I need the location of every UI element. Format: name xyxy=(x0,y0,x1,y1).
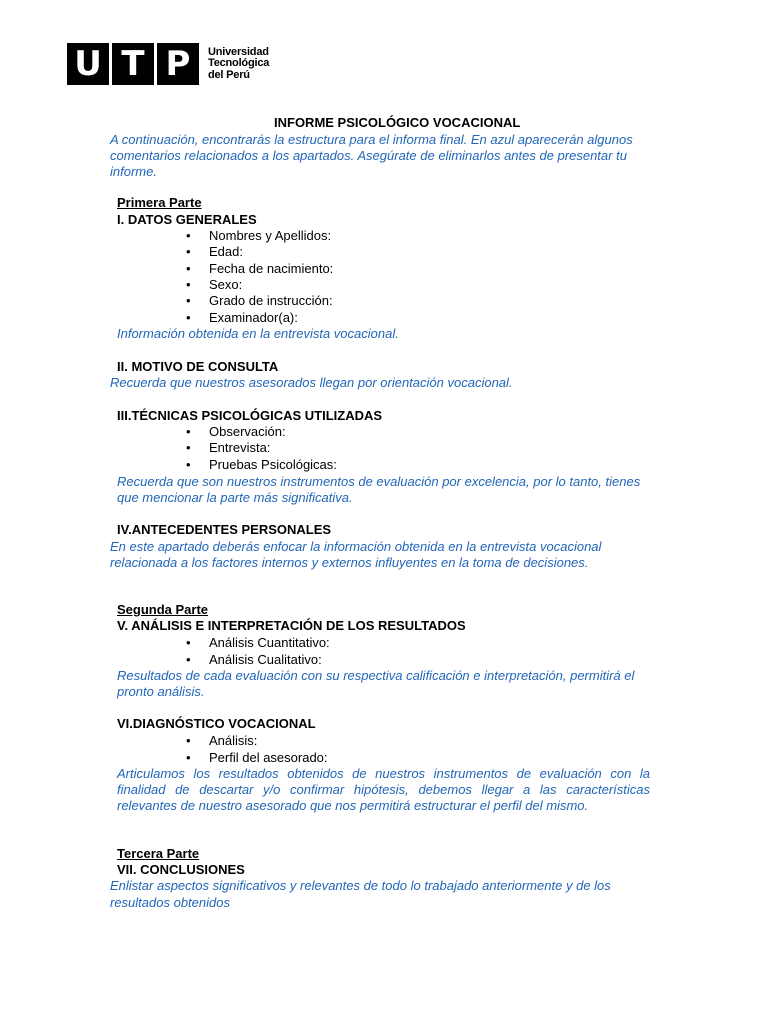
logo-university-name xyxy=(208,47,269,82)
section-heading-tecnicas: III.TÉCNICAS PSICOLÓGICAS UTILIZADAS xyxy=(117,408,383,423)
section-heading-antecedentes: IV.ANTECEDENTES PERSONALES xyxy=(117,522,332,537)
logo-letter-u: U xyxy=(67,43,109,85)
section-note-line: Enlistar aspectos significativos y relevantes de todo lo trabajado anteriormente y de los xyxy=(110,878,611,893)
section-note-line: que mencionar la parte más significativa. xyxy=(117,490,353,505)
list-item: • Observación: xyxy=(209,424,286,440)
section-note-line: relacionada a los factores internos y externos influyentes en la toma de decisiones. xyxy=(110,555,589,570)
logo-letter-t: T xyxy=(112,43,154,85)
section-note: Recuerda que nuestros asesorados llegan por orientación vocacional. xyxy=(110,375,513,390)
list-item: • Examinador(a): xyxy=(209,310,298,326)
list-item: • Análisis Cualitativo: xyxy=(209,652,322,668)
logo-letter-p: P xyxy=(157,43,199,85)
list-item: • Fecha de nacimiento: xyxy=(209,261,333,277)
logo-name-line: del Perú xyxy=(208,68,250,81)
section-heading-conclusiones: VII. CONCLUSIONES xyxy=(117,862,245,877)
list-item: • Edad: xyxy=(209,244,243,260)
list-item: • Perfil del asesorado: xyxy=(209,750,328,766)
utp-logo xyxy=(67,43,269,85)
section-heading-datos-generales: I. DATOS GENERALES xyxy=(117,212,257,227)
section-note-line: Recuerda que son nuestros instrumentos de evaluación por excelencia, por lo tanto, tienes xyxy=(117,474,641,489)
section-heading-analisis: V. ANÁLISIS E INTERPRETACIÓN DE LOS RESULTADOS xyxy=(117,618,466,633)
list-item: • Sexo: xyxy=(209,277,242,293)
section-note-line: pronto análisis. xyxy=(117,684,205,699)
section-heading-diagnostico: VI.DIAGNÓSTICO VOCACIONAL xyxy=(117,716,316,731)
intro-line: comentarios relacionados a los apartados. Asegúrate de eliminarlos antes de presentar tu xyxy=(110,148,627,163)
section-note-line: En este apartado deberás enfocar la información obtenida en la entrevista vocacional xyxy=(110,539,602,554)
intro-line: A continuación, encontrarás la estructura para el informa final. En azul aparecerán algunos xyxy=(110,132,633,147)
logo-name-line: Tecnológica xyxy=(208,57,270,70)
list-item: • Grado de instrucción: xyxy=(209,293,333,309)
document-title: INFORME PSICOLÓGICO VOCACIONAL xyxy=(274,115,521,130)
intro-line: informe. xyxy=(110,164,157,179)
logo-name-line: Universidad xyxy=(208,45,269,58)
section-note-line: resultados obtenidos xyxy=(110,895,230,910)
section-heading-motivo-consulta: II. MOTIVO DE CONSULTA xyxy=(117,359,279,374)
part-heading-2: Segunda Parte xyxy=(117,602,209,617)
list-item: • Entrevista: xyxy=(209,440,270,456)
section-note: Información obtenida en la entrevista vocacional. xyxy=(117,326,399,341)
list-item: • Análisis Cuantitativo: xyxy=(209,635,330,651)
list-item: • Análisis: xyxy=(209,733,257,749)
section-note-paragraph: Articulamos los resultados obtenidos de nuestros instrumentos de evaluación con la finalidad de descartar y/o confirmar hipótesis, debemos llegar a las características relevantes de nuestro asesorado que nos permitirá estructurar el perfil del mismo. xyxy=(117,766,650,813)
part-heading-1: Primera Parte xyxy=(117,195,202,210)
section-note-line: Resultados de cada evaluación con su respectiva calificación e interpretación, permitirá el xyxy=(117,668,635,683)
list-item: • Nombres y Apellidos: xyxy=(209,228,331,244)
part-heading-3: Tercera Parte xyxy=(117,846,200,861)
list-item: • Pruebas Psicológicas: xyxy=(209,457,337,473)
